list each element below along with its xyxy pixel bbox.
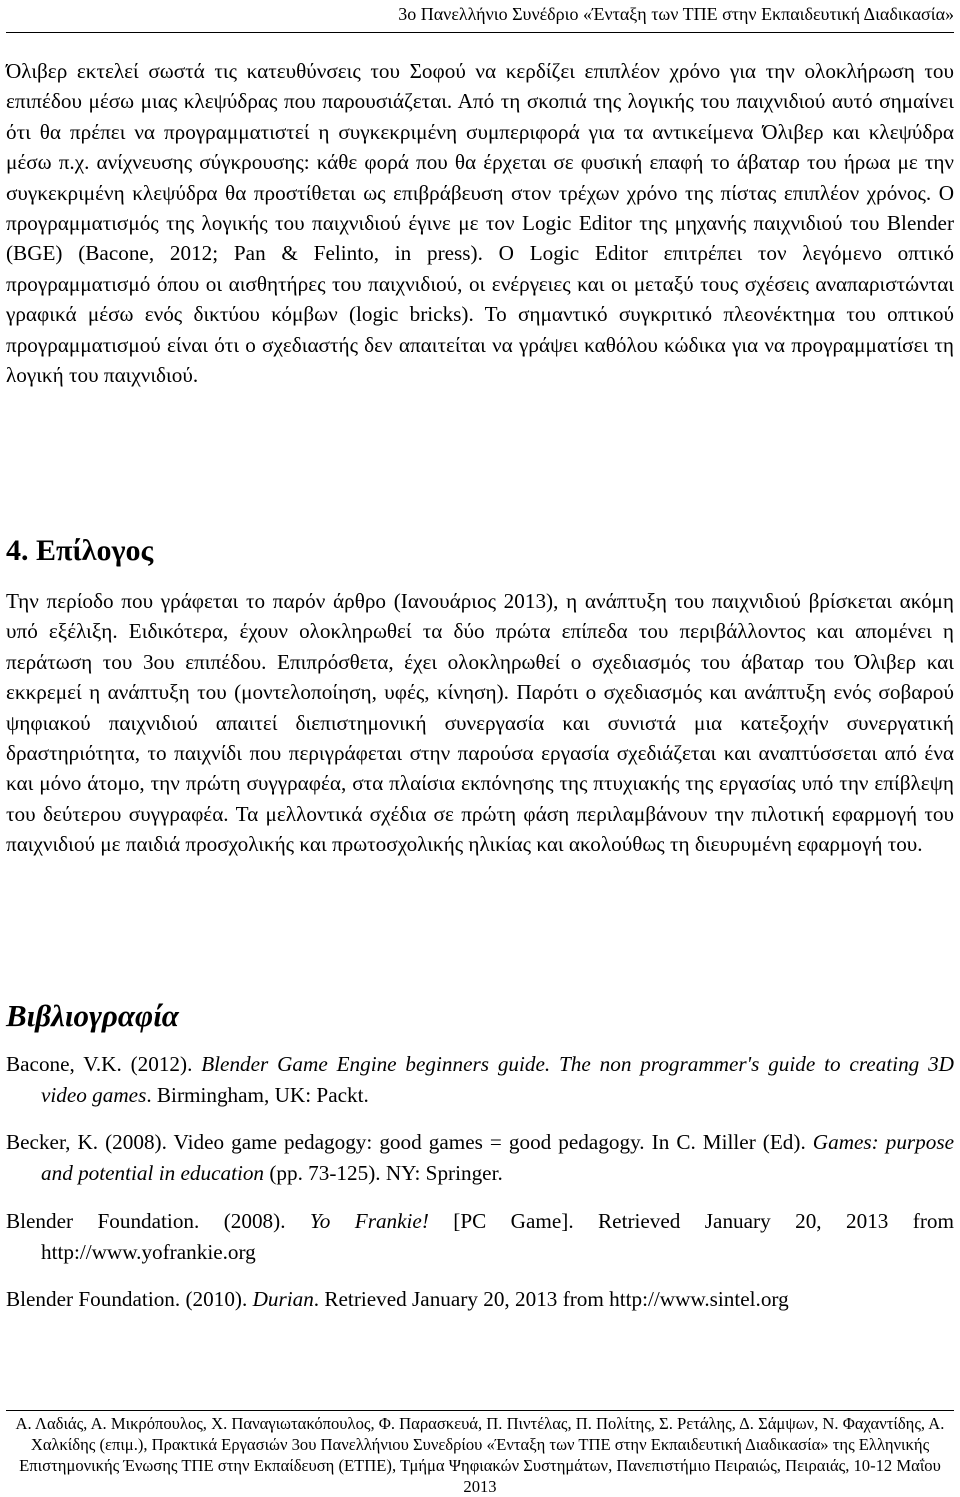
reference-entry bbox=[6, 1049, 954, 1111]
reference-entry bbox=[6, 1127, 954, 1189]
reference-text: (pp. 73-125). NY: Springer. bbox=[264, 1161, 503, 1185]
reference-title: Durian bbox=[252, 1287, 314, 1311]
footer-rule bbox=[6, 1410, 954, 1411]
reference-text: Becker, K. (2008). Video game pedagogy: good games = good pedagogy. In C. Miller (Ed). bbox=[6, 1130, 813, 1154]
section-heading-epilogue: 4. Επίλογος bbox=[6, 534, 154, 567]
reference-title: Yo Frankie! bbox=[309, 1209, 429, 1233]
reference-text: Blender Foundation. (2010). bbox=[6, 1287, 253, 1311]
reference-title: Games: purpose and potential in education bbox=[41, 1130, 955, 1185]
running-header: 3ο Πανελλήνιο Συνέδριο «Ένταξη των ΤΠΕ στην Εκπαιδευτική Διαδικασία» bbox=[398, 4, 954, 24]
reference-text: . Birmingham, UK: Packt. bbox=[146, 1083, 369, 1107]
reference-title: Blender Game Engine beginners guide. The non programmer's guide to creating 3D video games bbox=[41, 1052, 954, 1107]
reference-text: . Retrieved January 20, 2013 from http://www.sintel.org bbox=[313, 1287, 789, 1311]
reference-entry bbox=[6, 1206, 954, 1268]
reference-text: [PC Game]. Retrieved January 20, 2013 from http://www.yofrankie.org bbox=[41, 1209, 954, 1264]
reference-entry bbox=[6, 1284, 954, 1315]
header-rule bbox=[6, 32, 954, 33]
page-footer-citation: Α. Λαδιάς, Α. Μικρόπουλος, Χ. Παναγιωτακόπουλος, Φ. Παρασκευά, Π. Πιντέλας, Π. Πολίτης, Σ. Ρετάλης, Δ. Σάμψων, Ν. Φαχαντίδης, Α. Χαλκίδης (επιμ.), Πρακτικά Εργασιών 3ου Πανελλήνιου Συνεδρίου «Ένταξη των ΤΠΕ στην Εκπαιδευτική Διαδικασία» της Ελληνικής Επιστημονικής Ένωσης ΤΠΕ στην Εκπαίδευση (ΕΤΠΕ), Τμήμα Ψηφιακών Συστημάτων, Πανεπιστήμιο Πειραιώς, Πειραιάς, 10-12 Μαΐου 2013 bbox=[15, 1414, 945, 1496]
body-paragraph-2: Την περίοδο που γράφεται το παρόν άρθρο (Ιανουάριος 2013), η ανάπτυξη του παιχνιδιού βρίσκεται ακόμη υπό εξέλιξη. Ειδικότερα, έχουν ολοκληρωθεί τα δύο πρώτα επίπεδα του περιβάλλοντος και απομένει η περάτωση του 3ου επιπέδου. Επιπρόσθετα, έχει ολοκληρωθεί ο σχεδιασμός του άβαταρ του Όλιβερ και εκκρεμεί η ανάπτυξη του (μοντελοποίηση, υφές, κίνηση). Παρότι ο σχεδιασμός και ανάπτυξη ενός σοβαρού ψηφιακού παιχνιδιού απαιτεί διεπιστημονική συνεργασία και συνιστά μια κατεξοχήν συνεργατική δραστηριότητα, το παιχνίδι που περιγράφεται στην παρούσα εργασία σχεδιάζεται και αναπτύσσεται από ένα και μόνο άτομο, την πρώτη συγγραφέα, στα πλαίσια εκπόνησης της πτυχιακής της εργασίας υπό την επίβλεψη του δεύτερου συγγραφέα. Τα μελλοντικά σχέδια σε πρώτη φάση περιλαμβάνουν την πιλοτική εφαρμογή του παιχνιδιού με παιδιά προσχολικής και πρωτοσχολικής ηλικίας και ακολούθως τη διευρυμένη εφαρμογή του. bbox=[6, 589, 954, 857]
body-paragraph-1: Όλιβερ εκτελεί σωστά τις κατευθύνσεις του Σοφού να κερδίζει επιπλέον χρόνο για την ολοκλήρωση του επιπέδου μέσω μιας κλεψύδρας που παρουσιάζεται. Από τη σκοπιά της λογικής του παιχνιδιού αυτό σημαίνει ότι θα πρέπει να προγραμματιστεί η συγκεκριμένη συμπεριφορά για τα αντικείμενα Όλιβερ και κλεψύδρα μέσω π.χ. ανίχνευσης σύγκρουσης: κάθε φορά που θα έρχεται σε φυσική επαφή το άβαταρ του ήρωα με την συγκεκριμένη κλεψύδρα θα προστίθεται ως επιβράβευση στον τρέχων χρόνο της πίστας επιπλέον χρόνος. Ο προγραμματισμός της λογικής του παιχνιδιού έγινε με τον Logic Editor της μηχανής παιχνιδιού του Blender (BGE) (Bacone, 2012; Pan & Felinto, in press). Ο Logic Editor επιτρέπει τον λεγόμενο οπτικό προγραμματισμό όπου οι αισθητήρες του παιχνιδιού, οι ενέργειες και οι μεταξύ τους σχέσεις αναπαριστώνται γραφικά μέσω ενός δικτύου κόμβων (logic bricks). Το σημαντικό συγκριτικό πλεονέκτημα του οπτικού προγραμματισμού είναι ότι ο σχεδιαστής δεν απαιτείται να γράψει καθόλου κώδικα για να προγραμματίσει τη λογική του παιχνιδιού. bbox=[6, 59, 954, 388]
reference-text: Blender Foundation. (2008). bbox=[6, 1209, 310, 1233]
reference-text: Bacone, V.K. (2012). bbox=[6, 1052, 202, 1076]
bibliography-heading: Βιβλιογραφία bbox=[6, 998, 179, 1033]
